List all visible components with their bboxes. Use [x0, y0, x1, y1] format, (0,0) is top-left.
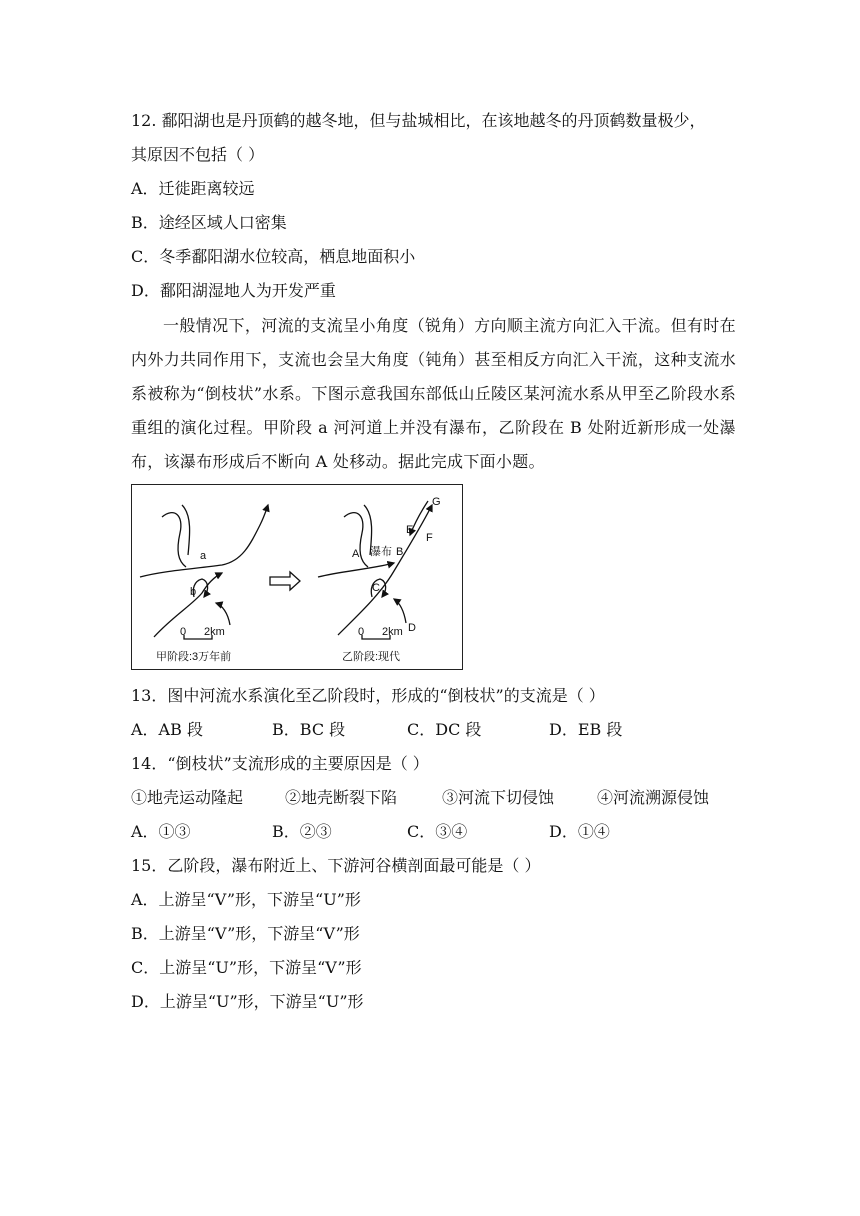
right-river-main — [318, 563, 394, 577]
passage-text: 一般情况下，河流的支流呈小角度（锐角）方向顺主流方向汇入干流。但有时在内外力共同作用下，支流也会呈大角度（钝角）甚至相反方向汇入干流，这种支流水系被称为“倒枝状”水系。下图示意我国东部低山丘陵区某河流水系从甲至乙阶段水系重组的演化过程。甲阶段 a 河河道上并没有瀑布，乙阶段在 B 处附近新形成一处瀑布，该瀑布形成后不断向 A 处移动。据此完成下面小题。 — [131, 316, 736, 471]
q15-option-a: A．上游呈“V”形，下游呈“U”形 — [131, 890, 361, 909]
q14-option-c: C．③④ — [407, 822, 468, 841]
q14-factor-2: ②地壳断裂下陷 — [285, 788, 398, 807]
transition-arrow — [270, 572, 300, 590]
left-scale-km: 2km — [204, 626, 225, 638]
left-river-a — [140, 505, 268, 577]
q12-option-d: D．鄱阳湖湿地人为开发严重 — [131, 281, 336, 300]
q13-option-a: A．AB 段 — [131, 720, 203, 739]
q13-stem: 13．图中河流水系演化至乙阶段时，形成的“倒枝状”的支流是（ ） — [131, 686, 605, 705]
label-B: B — [396, 546, 404, 558]
q12-option-a: A．迁徙距离较远 — [131, 179, 255, 198]
left-caption: 甲阶段:3万年前 — [156, 651, 232, 663]
q13-option-c: C．DC 段 — [407, 720, 482, 739]
label-F: F — [426, 532, 433, 544]
left-tributary-branch — [182, 505, 190, 555]
q14-factor-4: ④河流溯源侵蚀 — [597, 788, 710, 807]
label-waterfall: 瀑布 — [370, 546, 392, 558]
right-caption: 乙阶段:现代 — [342, 651, 401, 663]
q12-option-c: C．冬季鄱阳湖水位较高，栖息地面积小 — [131, 247, 416, 266]
left-river-b-branch — [216, 603, 230, 625]
q12-option-b: B．途经区域人口密集 — [131, 213, 287, 232]
q13-option-d: D．EB 段 — [549, 720, 623, 739]
right-scale-km: 2km — [382, 626, 403, 638]
right-river-trunk — [338, 505, 432, 635]
q15-stem: 15．乙阶段，瀑布附近上、下游河谷横剖面最可能是（ ） — [131, 856, 541, 875]
q14-stem: 14．“倒枝状”支流形成的主要原因是（ ） — [131, 754, 429, 773]
label-E: E — [406, 524, 414, 536]
label-b: b — [190, 586, 197, 598]
label-a: a — [200, 550, 207, 562]
right-river-d — [394, 599, 406, 623]
q15-option-c: C．上游呈“U”形，下游呈“V”形 — [131, 958, 362, 977]
q14-option-d: D．①④ — [549, 822, 610, 841]
river-evolution-figure — [131, 484, 463, 670]
q12-stem-line2: 其原因不包括（ ） — [131, 145, 265, 164]
label-A: A — [352, 548, 360, 560]
q14-option-b: B．②③ — [272, 822, 332, 841]
q13-option-b: B．BC 段 — [272, 720, 346, 739]
label-D: D — [408, 622, 416, 634]
left-tributary-upper — [162, 513, 186, 567]
q14-factor-3: ③河流下切侵蚀 — [442, 788, 555, 807]
label-G: G — [432, 496, 441, 508]
q14-option-a: A．①③ — [131, 822, 191, 841]
label-C: C — [372, 582, 380, 594]
right-scale-zero: 0 — [358, 626, 365, 638]
q15-option-d: D．上游呈“U”形，下游呈“U”形 — [131, 992, 364, 1011]
q12-stem-line1: 12. 鄱阳湖也是丹顶鹤的越冬地，但与盐城相比，在该地越冬的丹顶鹤数量极少， — [131, 111, 706, 130]
left-scale-zero: 0 — [180, 626, 187, 638]
q14-factor-1: ①地壳运动隆起 — [131, 788, 244, 807]
q15-option-b: B．上游呈“V”形，下游呈“V”形 — [131, 924, 360, 943]
river-evolution-diagram — [132, 485, 462, 669]
